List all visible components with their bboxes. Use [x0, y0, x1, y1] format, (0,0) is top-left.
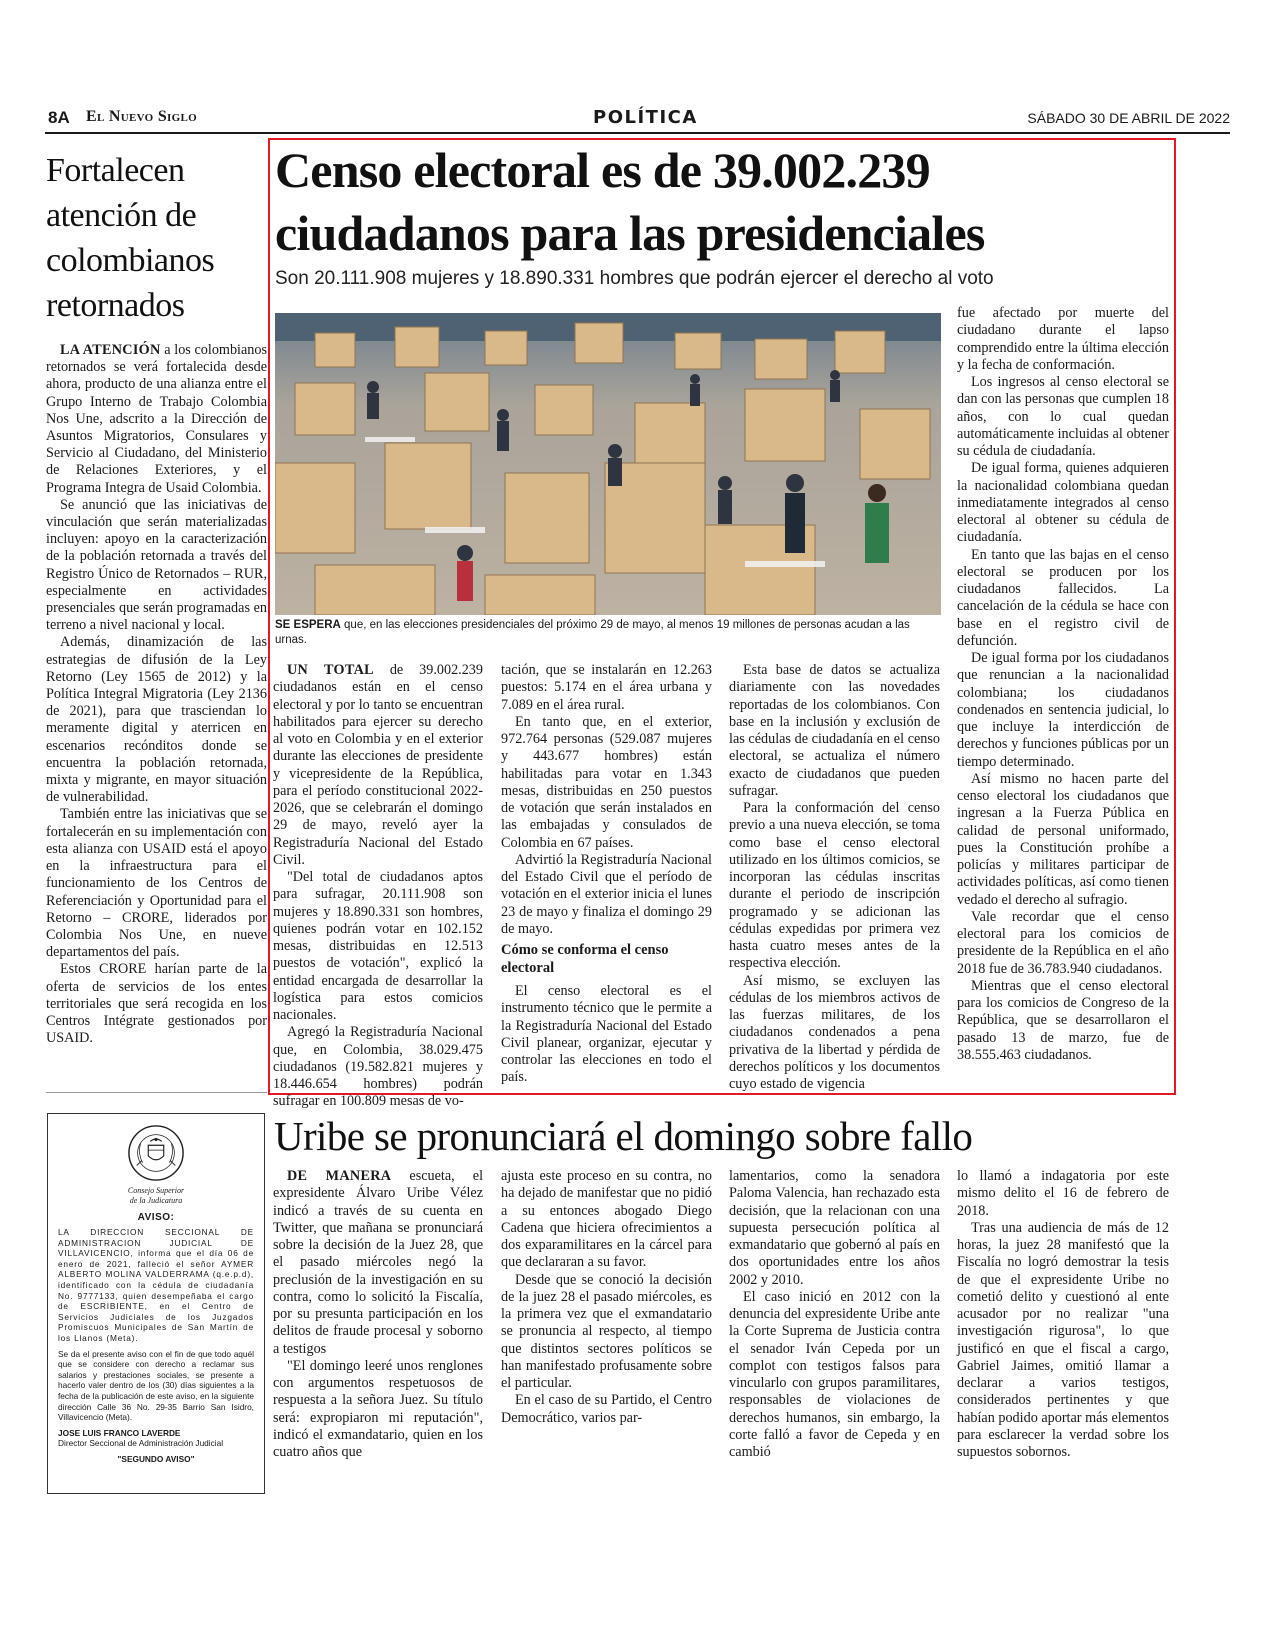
left-story-body: [46, 342, 267, 1047]
main-paragraph: fue afectado por muerte del ciudadano durante el lapso comprendido entre la última elección y la fecha de conformación.: [957, 305, 1169, 373]
bottom-paragraph: DE MANERA escueta, el expresidente Álvaro Uribe Vélez indicó a través de su cuenta en Twitter, que mañana se pronunciará sobre la decisión de la Juez 28, que el pasado miércoles negó la preclusión de la investigación en su contra, como lo solicitó la Fiscalía, por su presunta participación en los delitos de fraude procesal y soborno a testigos: [273, 1168, 484, 1357]
judicial-seal-icon: [127, 1124, 185, 1182]
page-number: 8A: [48, 108, 70, 127]
left-paragraph: LA ATENCIÓN a los colombianos retornados se verá fortalecida desde ahora, producto de una alianza entre el Grupo Interno de Trabajo Colombia Nos Une, adscrito a la Dirección de Asuntos Migratorios, Consulares y Servicio al Ciudadano, del Ministerio de Relaciones Exteriores, y el Programa Integra de Usaid Colombia.: [46, 342, 268, 496]
bottom-paragraph: lamentarios, como la senadora Paloma Valencia, han rechazado esta decisión, que la relacionan con una supuesta persecución política al exmandatario que gobernó al país en dos oportunidades entre los años 2002 y 2010.: [729, 1168, 940, 1288]
left-paragraph: Se anunció que las iniciativas de vinculación que serán materializadas incluyen: apoyo en la caracterización de la población retornada a través del Registro Único de Retornados – RUR, especialmente en actividades presenciales que serán programadas en terreno a nivel nacional y local.: [46, 496, 267, 634]
bottom-paragraph: "El domingo leeré unos renglones con argumentos respetuosos de respuesta a la señora Juez. Su título será: expropiaron mi reputación", indicó el exmandatario, quien en los cuatro años que: [273, 1357, 483, 1460]
bottom-column-3: [729, 1168, 940, 1461]
main-column-3: [729, 662, 940, 1093]
bottom-paragraph: Desde que se conoció la decisión de la juez 28 el pasado miércoles, es la primera vez que el exmandatario se pronuncia al respecto, al tiempo que distintos sectores políticos se han manifestado profusamente sobre el particular.: [501, 1271, 712, 1391]
left-paragraph: Además, dinamización de las estrategias de difusión de la Ley Retorno (Ley 1565 de 2012) y la Política Integral Migratoria (Ley 2136 de 2021), para que trasciendan lo meramente digital y aterricen en escenarios recónditos donde se encuentra la población retornada, mixta y migrante, en mayor situación de vulnerabilidad.: [46, 634, 267, 806]
main-paragraph: Esta base de datos se actualiza diariamente con las novedades reportadas de los colombianos. Con base en la inclusión y exclusión de las cédulas de ciudadanía en el censo electoral, se actualiza el número exacto de ciudadanos que pueden sufragar.: [729, 662, 940, 799]
left-story: [46, 148, 267, 1047]
bottom-paragraph: Tras una audiencia de más de 12 horas, la juez 28 manifestó que la Fiscalía no logró demostrar la tesis de que el expresidente Uribe no cometió delito y cuestionó al ente acusador por no realizar "una investigación rigurosa", lo que justificó en que el fiscal a cargo, Gabriel Jaimes, omitió llamar a declarar a varios testigos, considerados pertinentes y que habían podido aportar más elementos para esclarecer la verdad sobre los supuestos sobornos.: [957, 1219, 1169, 1460]
main-column-4: [957, 305, 1169, 1064]
main-paragraph: Advirtió la Registraduría Nacional del Estado Civil que el período de votación en el exterior inicia el lunes 23 de mayo y finaliza el domingo 29 de mayo.: [501, 851, 712, 937]
voting-hall-photo: [275, 313, 941, 615]
left-paragraph: También entre las iniciativas que se fortalecerán en su implementación con esta alianza con USAID está el apoyo en la infraestructura para el funcionamiento de los Centros de Referenciación y Oportunidad para el Retorno – CRORE, liderados por Colombia Nos Une, en nueve departamentos del país.: [46, 806, 267, 961]
notice-signer: JOSE LUIS FRANCO LAVERDE: [58, 1427, 181, 1438]
newspaper-name: El Nuevo Siglo: [86, 108, 197, 125]
main-paragraph: Vale recordar que el censo electoral para los comicios de presidente de la República en el año 2018 fue de 36.783.940 ciudadanos.: [957, 908, 1169, 977]
lead-word: LA ATENCIÓN: [60, 342, 161, 358]
header-rule: [45, 132, 1230, 134]
main-story-subtitle: Son 20.111.908 mujeres y 18.890.331 hombres que podrán ejercer el derecho al voto: [275, 268, 994, 289]
notice-org: Consejo Superior: [127, 1186, 185, 1195]
notice-footer: "SEGUNDO AVISO": [117, 1453, 195, 1464]
caption-lead: SE ESPERA: [275, 619, 341, 631]
photo-caption: [275, 618, 941, 648]
main-paragraph: tación, que se instalarán en 12.263 puestos: 5.174 en el área urbana y 7.089 en el área rural.: [501, 662, 712, 713]
notice-heading: AVISO:: [137, 1212, 175, 1223]
main-paragraph: De igual forma, quienes adquieren la nacionalidad colombiana quedan inmediatamente integrados al censo electoral al obtener su cédula de ciudadanía.: [957, 460, 1169, 546]
caption-text: que, en las elecciones presidenciales del próximo 29 de mayo, al menos 19 millones de personas acudan a las urnas.: [275, 619, 910, 646]
bottom-paragraph: ajusta este proceso en su contra, no ha dejado de manifestar que no pidió a su entonces abogado Diego Cadena que hiciera ofrecimientos a dos exparamilitares en la cárcel para que declararan a su favor.: [501, 1168, 712, 1271]
left-story-title: Fortalecen atención de colombianos retornados: [46, 152, 215, 324]
main-paragraph: Para la conformación del censo previo a una nueva elección, se toma como base el censo electoral utilizado en los últimos comicios, se incorporan las cédulas inscritas durante el periodo de inscripción programado y se adicionan las cédulas expedidas por primera vez hasta cuatro meses antes de la respectiva elección.: [729, 800, 940, 972]
main-paragraph: "Del total de ciudadanos aptos para sufragar, 20.111.908 son mujeres y 18.890.331 son hombres, quienes podrán votar en 102.152 mesas, distribuidas en 12.513 puestos de votación", explicó la entidad encargada de desarrollar la logística para estos comicios nacionales.: [273, 869, 483, 1023]
bottom-column-4: [957, 1168, 1169, 1461]
main-column-2: [501, 662, 712, 1087]
notice-paragraph: Se da el presente aviso con el fin de que todo aquél que se considere con derecho a reclamar sus salarios y prestaciones sociales, se presente a hacerlo valer dentro de los (30) días siguientes a la fecha de la publicación de este aviso, en la siguiente dirección Calle 36 No. 29-35 Barrio San Isidro, Villavicencio (Meta).: [58, 1348, 254, 1423]
notice-signer-role: Director Seccional de Administración Judicial: [58, 1437, 224, 1448]
main-paragraph: En tanto que las bajas en el censo electoral se producen por los ciudadanos fallecidos. La cancelación de la cédula se hace con base en el registro civil de defunción.: [957, 546, 1169, 649]
bottom-column-2: [501, 1168, 712, 1427]
main-paragraph: En tanto que, en el exterior, 972.764 personas (529.087 mujeres y 443.677 hombres) están habilitadas para votar en 1.343 mesas, distribuidas en 250 puestos de votación que serán instalados en las embajadas y consulados de Colombia en 67 países.: [501, 713, 712, 851]
bottom-paragraph: lo llamó a indagatoria por este mismo delito el 16 de febrero de 2018.: [957, 1168, 1169, 1219]
notice-org: de la Judicatura: [129, 1196, 183, 1205]
main-paragraph: Los ingresos al censo electoral se dan con las personas que cumplen 18 años, con lo cual quedan automáticamente incluidas al obtener su cédula de ciudadanía.: [957, 374, 1169, 459]
voting-booths-illustration: [275, 313, 941, 615]
bottom-column-1: [273, 1168, 483, 1461]
main-paragraph: El censo electoral es el instrumento técnico que le permite a la Registraduría Nacional del Estado Civil planear, organizar, ejecutar y controlar las elecciones en todo el país.: [501, 983, 712, 1086]
main-paragraph: Agregó la Registraduría Nacional que, en Colombia, 38.029.475 ciudadanos (19.582.821 mujeres y 18.446.654 hombres) podrán sufragar en 100.809 mesas de vo-: [273, 1024, 483, 1110]
main-column-1: [273, 662, 483, 1111]
bottom-paragraph: En el caso de su Partido, el Centro Democrático, varios par-: [501, 1392, 712, 1426]
left-paragraph: Estos CRORE harían parte de la oferta de servicios de los entes territoriales que será recogida en los Centros Intégrate gestionados por USAID.: [46, 961, 267, 1047]
main-paragraph: Así mismo no hacen parte del censo electoral los ciudadanos que ingresan a la Fuerza Pública en calidad de personal uniformado, pues la Constitución prohíbe a policías y militares participar de actividades políticas, así como tienen vedado el derecho al sufragio.: [957, 770, 1169, 908]
lead-word: UN TOTAL: [287, 662, 374, 678]
main-subhead: Cómo se conforma el censo electoral: [501, 942, 669, 976]
main-paragraph: Así mismo, se excluyen las cédulas de los miembros activos de las fuerzas militares, de los ciudadanos condenados a pena privativa de la libertad y pérdida de derechos políticos y los documentos cuyo estado de vigencia: [729, 972, 940, 1092]
main-paragraph: UN TOTAL de 39.002.239 ciudadanos están en el censo electoral y por lo tanto se encuentran habilitados para ejercer su derecho al voto en Colombia y en el exterior durante las elecciones de presidente y vicepresidente de la República, para el período constitucional 2022-2026, que se celebrarán el domingo 29 de mayo, reveló ayer la Registraduría Nacional del Estado Civil.: [273, 662, 483, 868]
issue-date: SÁBADO 30 DE ABRIL DE 2022: [1027, 110, 1230, 126]
notice-paragraph: LA DIRECCION SECCIONAL DE ADMINISTRACION JUDICIAL DE VILLAVICENCIO, informa que el día 06 de enero de 2021, falleció el señor AYMER ALBERTO MOLINA VALDERRAMA (q.e.p.d), identificado con la cédula de ciudadanía No. 9777133, quien desempeñaba el cargo de ESCRIBIENTE, en el Centro de Servicios Judiciales de los Juzgados Promiscuos Municipales de San Martín de los Llanos (Meta).: [58, 1227, 254, 1343]
legal-notice: [47, 1113, 265, 1494]
bottom-story-title: Uribe se pronunciará el domingo sobre fallo: [274, 1113, 973, 1159]
main-paragraph: Mientras que el censo electoral para los comicios de Congreso de la República, que se desarrollaron el pasado 13 de marzo, fue de 38.555.463 ciudadanos.: [957, 977, 1169, 1063]
lead-word: DE MANERA: [287, 1168, 392, 1184]
main-story-title: Censo electoral es de 39.002.239 ciudadanos para las presidenciales: [275, 142, 985, 261]
main-paragraph: De igual forma por los ciudadanos que renuncian a la nacionalidad colombiana; los ciudadanos condenados en sentencia judicial, lo que incluye la interdicción de derechos y funciones públicas por un tiempo determinado.: [957, 650, 1169, 770]
bottom-paragraph: El caso inició en 2012 con la denuncia del expresidente Uribe ante la Corte Suprema de Justicia contra el senador Iván Cepeda por un complot con testigos falsos para vincularlo con grupos paramilitares, responsables de violaciones de derechos humanos, sin embargo, la corte falló a favor de Cepeda y en cambió: [729, 1288, 940, 1460]
section-name: POLÍTICA: [593, 107, 698, 128]
column-rule: [46, 1092, 267, 1093]
